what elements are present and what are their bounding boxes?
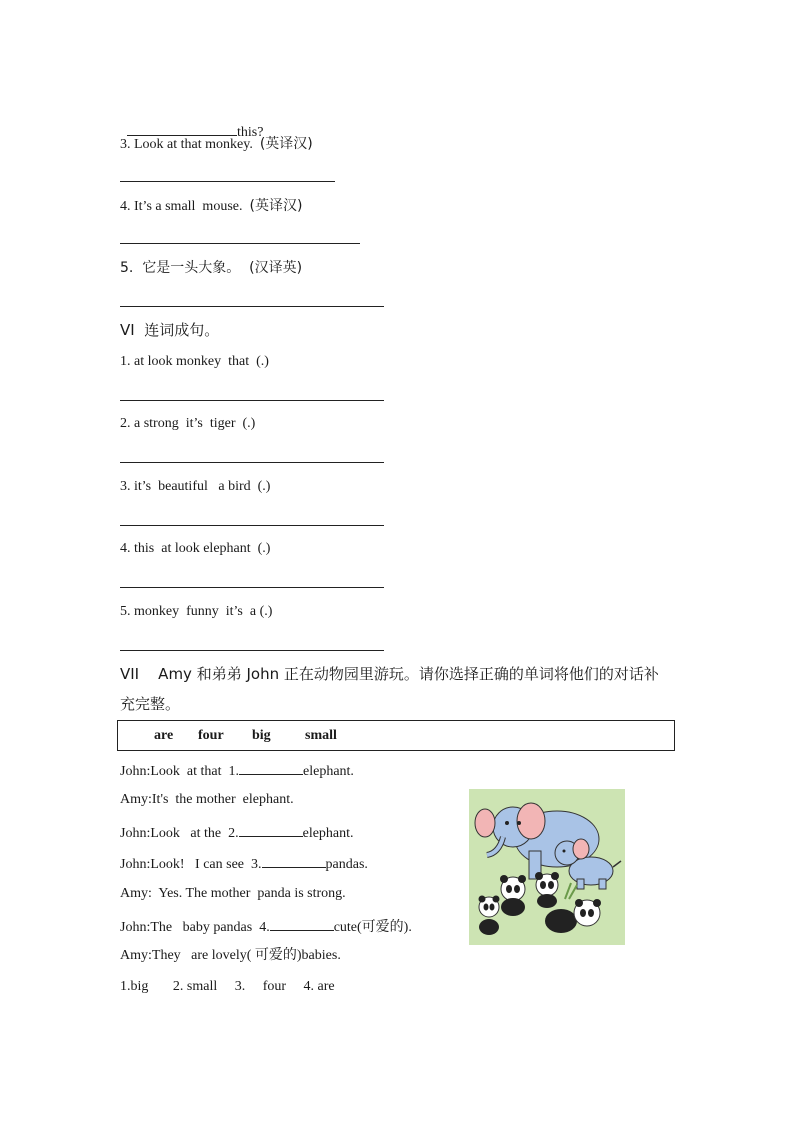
q3-text: 3. Look at that monkey. [120, 137, 260, 152]
answer-line-s6-3[interactable] [120, 525, 384, 526]
q4-tag: (英译汉) [249, 198, 303, 214]
zoo-animals-illustration [469, 789, 625, 945]
word-bank [117, 720, 675, 751]
dialogue-line-5 [120, 885, 346, 903]
dialogue-text-after: elephant. [302, 826, 354, 841]
answer-key: 1.big 2. small 3. four 4. are [120, 979, 335, 994]
word-bank-item: small [305, 728, 337, 743]
dialogue-text: John:Look at that 1. [120, 764, 239, 779]
dialogue-line-3 [120, 822, 354, 843]
dialogue-text: John:The baby pandas 4. [120, 920, 270, 935]
dialogue-text: John:Look at the 2. [120, 826, 239, 841]
dialogue-line-2 [120, 791, 294, 809]
dialogue-text: Amy: Yes. The mother panda is strong. [120, 886, 346, 901]
answer-line-s6-1[interactable] [120, 400, 384, 401]
section7-title-line1: VII Amy 和弟弟 John 正在动物园里游玩。请你选择正确的单词将他们的对话补 [120, 665, 659, 683]
dialogue-line-6 [120, 916, 412, 937]
dialogue-text-after: elephant. [303, 764, 354, 779]
dialogue-text: Amy:They are lovely( 可爱的)babies. [120, 948, 341, 963]
panda-icon [500, 875, 526, 916]
dialogue-line-7 [120, 947, 341, 965]
s6-item-3: 3. it’s beautiful a bird (.) [120, 479, 271, 494]
q5-tag: (汉译英) [249, 260, 303, 276]
dialogue-text: John:Look! I can see 3. [120, 857, 262, 872]
answer-line-s6-5[interactable] [120, 650, 384, 651]
answer-line-q4[interactable] [120, 243, 360, 244]
dialogue-blank-4[interactable] [270, 916, 334, 931]
q5-line [120, 259, 302, 277]
answer-line-s6-2[interactable] [120, 462, 384, 463]
dialogue-text-after: pandas. [325, 857, 368, 872]
dialogue-blank-3[interactable] [262, 853, 326, 868]
answer-line-q5[interactable] [120, 306, 384, 307]
s6-item-4: 4. this at look elephant (.) [120, 541, 271, 556]
q5-text: 5. 它是一头大象。 [120, 260, 250, 276]
dialogue-blank-2[interactable] [239, 822, 303, 837]
q4-text: 4. It’s a small mouse. [120, 199, 250, 214]
dialogue-blank-1[interactable] [239, 760, 303, 775]
dialogue-text-after: cute(可爱的). [333, 920, 412, 935]
s6-item-2: 2. a strong it’s tiger (.) [120, 416, 256, 431]
dialogue-text: Amy:It's the mother elephant. [120, 792, 294, 807]
q3-tag: (英译汉) [259, 136, 313, 152]
s6-item-5: 5. monkey funny it’s a (.) [120, 604, 273, 619]
answer-line-s6-4[interactable] [120, 587, 384, 588]
q2-tail-text: this? [237, 125, 264, 140]
word-bank-item: four [198, 728, 224, 743]
answer-line-q3[interactable] [120, 181, 335, 182]
word-bank-item: big [252, 728, 271, 743]
word-bank-item: are [154, 728, 174, 743]
q3-line [120, 135, 313, 154]
section6-title: VI 连词成句。 [120, 321, 220, 339]
dialogue-line-4 [120, 853, 368, 874]
section7-title-line2: 充完整。 [120, 695, 181, 713]
q4-line [120, 197, 302, 216]
panda-icon [535, 872, 559, 908]
answer-blank[interactable] [127, 121, 237, 136]
dialogue-line-1 [120, 760, 354, 781]
s6-item-1: 1. at look monkey that (.) [120, 354, 269, 369]
